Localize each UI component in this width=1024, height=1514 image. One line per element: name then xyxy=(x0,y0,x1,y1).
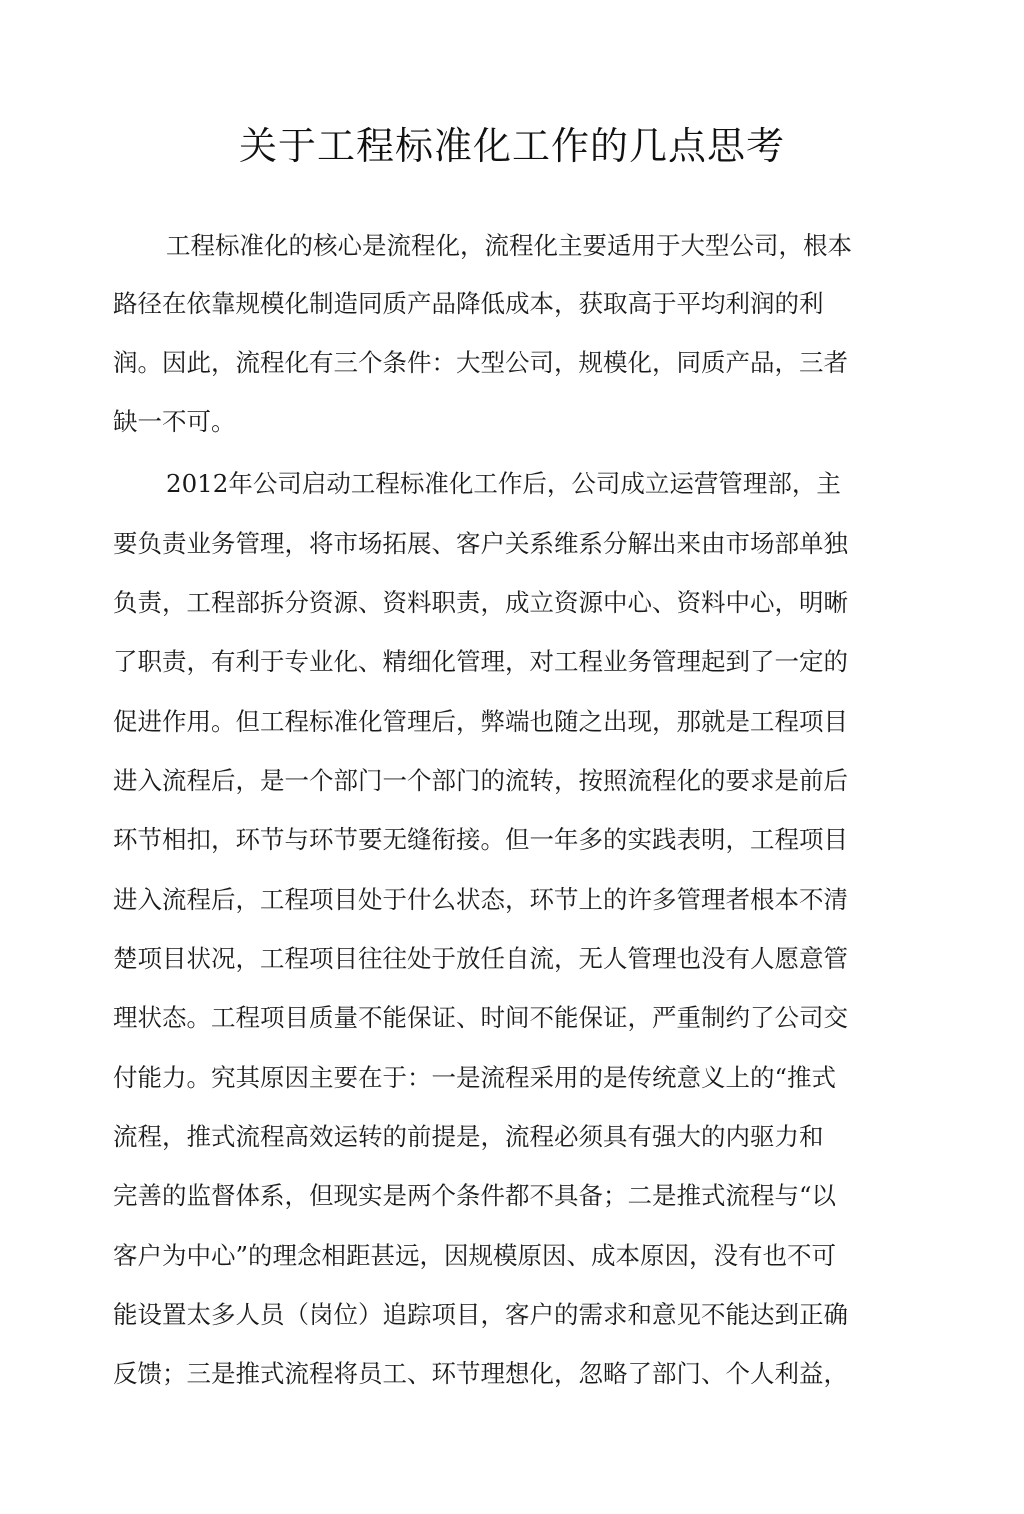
paragraph-2-line-1: 2012年公司启动工程标准化工作后，公司成立运营管理部，主 xyxy=(166,469,841,498)
paragraph-2-line-15: 能设置太多人员（岗位）追踪项目，客户的需求和意见不能达到正确 xyxy=(113,1300,848,1329)
document-title: 关于工程标准化工作的几点思考 xyxy=(238,124,785,168)
paragraph-2-line-6: 进入流程后，是一个部门一个部门的流转，按照流程化的要求是前后 xyxy=(113,766,848,795)
paragraph-2-line-12: 流程，推式流程高效运转的前提是，流程必须具有强大的内驱力和 xyxy=(113,1122,824,1151)
paragraph-2-line-5: 促进作用。但工程标准化管理后，弊端也随之出现，那就是工程项目 xyxy=(113,707,848,736)
paragraph-2-line-11: 付能力。究其原因主要在于：一是流程采用的是传统意义上的“推式 xyxy=(113,1063,837,1092)
paragraph-2-line-7: 环节相扣，环节与环节要无缝衔接。但一年多的实践表明，工程项目 xyxy=(113,825,848,854)
paragraph-2-line-13: 完善的监督体系，但现实是两个条件都不具备；二是推式流程与“以 xyxy=(113,1181,837,1210)
paragraph-2-line-10: 理状态。工程项目质量不能保证、时间不能保证，严重制约了公司交 xyxy=(113,1003,848,1032)
paragraph-2-line-2: 要负责业务管理，将市场拓展、客户关系维系分解出来由市场部单独 xyxy=(113,529,848,558)
paragraph-2-line-9: 楚项目状况，工程项目往往处于放任自流，无人管理也没有人愿意管 xyxy=(113,944,848,973)
paragraph-2-line-16: 反馈；三是推式流程将员工、环节理想化，忽略了部门、个人利益， xyxy=(113,1359,848,1388)
paragraph-1-line-3: 润。因此，流程化有三个条件：大型公司，规模化，同质产品，三者 xyxy=(113,348,848,377)
paragraph-1-line-2: 路径在依靠规模化制造同质产品降低成本，获取高于平均利润的利 xyxy=(113,289,824,318)
paragraph-2-line-4: 了职责，有利于专业化、精细化管理，对工程业务管理起到了一定的 xyxy=(113,647,848,676)
paragraph-2-line-14: 客户为中心”的理念相距甚远，因规模原因、成本原因，没有也不可 xyxy=(113,1241,837,1270)
paragraph-2-line-3: 负责，工程部拆分资源、资料职责，成立资源中心、资料中心，明晰 xyxy=(113,588,848,617)
paragraph-1-line-4: 缺一不可。 xyxy=(113,407,236,436)
paragraph-2-line-8: 进入流程后，工程项目处于什么状态，环节上的许多管理者根本不清 xyxy=(113,885,848,914)
paragraph-1-line-1: 工程标准化的核心是流程化，流程化主要适用于大型公司，根本 xyxy=(166,231,852,260)
